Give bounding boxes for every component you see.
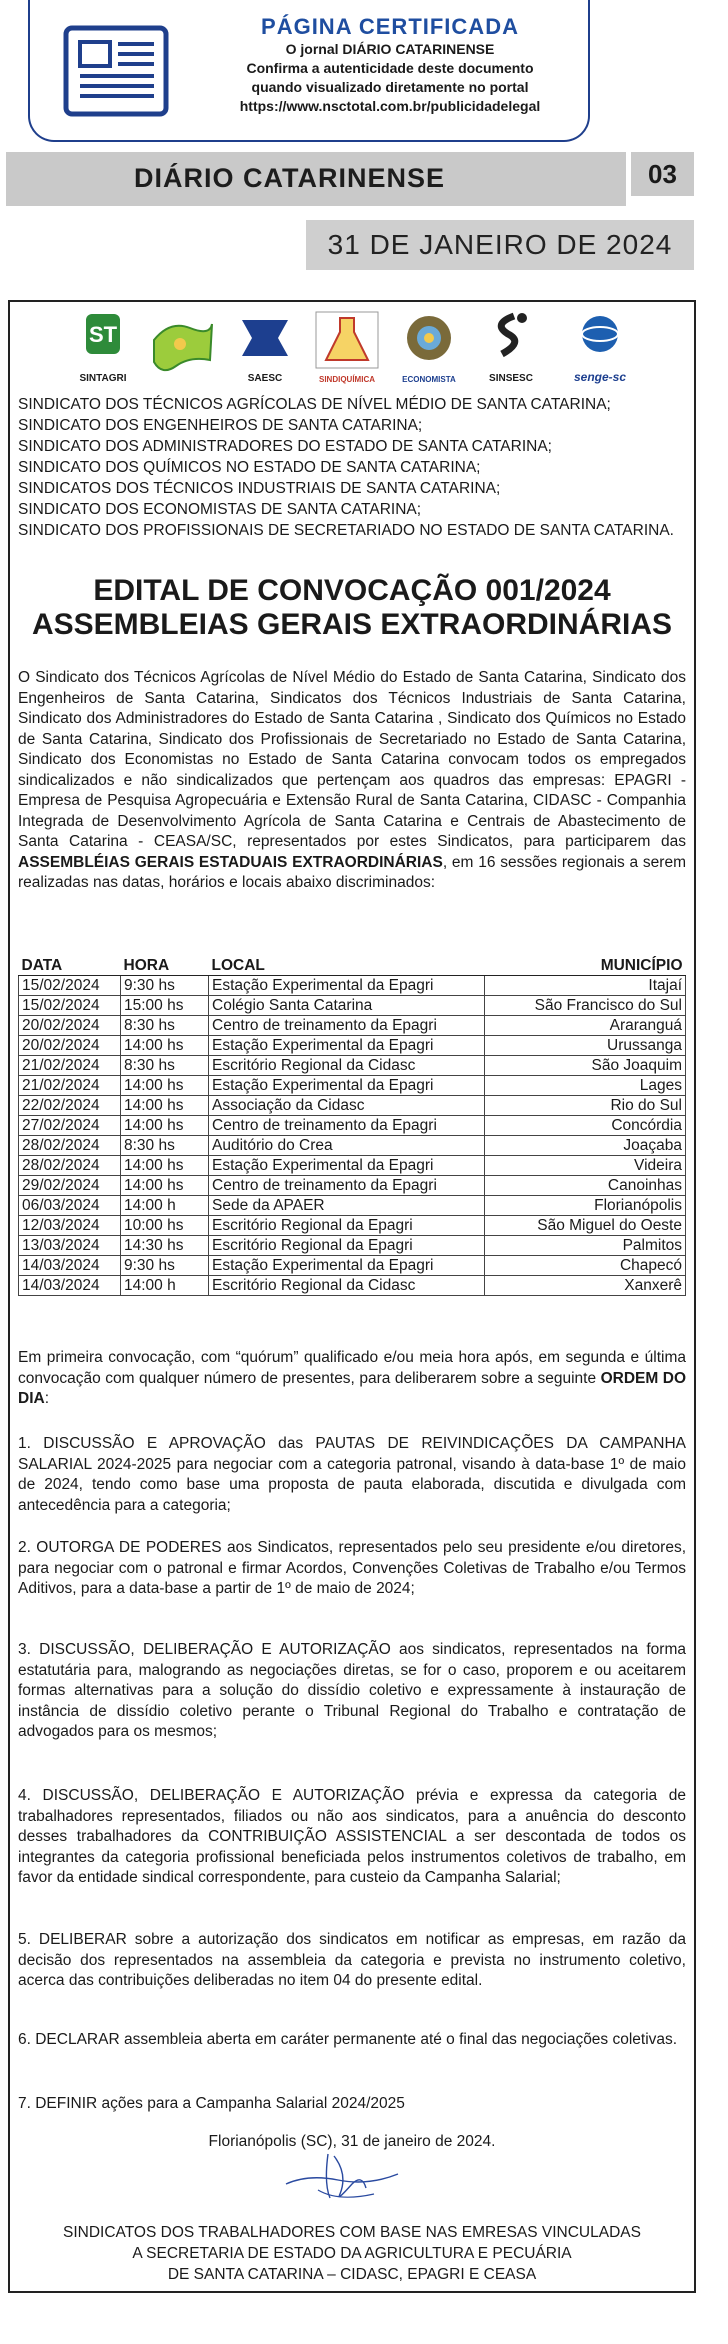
union-item: SINDICATO DOS ECONOMISTAS DE SANTA CATARINA;	[18, 501, 422, 518]
table-row	[19, 1056, 686, 1076]
newspaper-icon	[60, 24, 178, 120]
convocation-paragraph: Em primeira convocação, com “quórum” qualificado e/ou meia hora após, em segunda e última convocação com qualquer número de presentes, para deliberarem sobre a seguinte ORDEM DO DIA:	[18, 1349, 686, 1407]
session-location: Escritório Regional da Cidasc	[209, 1056, 485, 1076]
session-date: 28/02/2024	[19, 1156, 121, 1176]
agenda-item-7: 7. DEFINIR ações para a Campanha Salarial 2024/2025	[18, 2095, 405, 2112]
table-row	[19, 1216, 686, 1236]
table-row	[19, 1176, 686, 1196]
session-location: Centro de treinamento da Epagri	[209, 1176, 485, 1196]
certificate-line: O jornal DIÁRIO CATARINENSE	[285, 41, 495, 57]
session-time: 14:00 hs	[121, 1116, 209, 1136]
session-municipality: Joaçaba	[485, 1136, 686, 1156]
session-time: 14:00 h	[121, 1276, 209, 1296]
signature-icon	[278, 2144, 408, 2206]
column-header: LOCAL	[209, 956, 485, 976]
agenda-item-1: 1. DISCUSSÃO E APROVAÇÃO das PAUTAS DE REIVINDICAÇÕES DA CAMPANHA SALARIAL 2024-2025 para negociar com a categoria patronal, visando à data-base 1º de maio de 2024, tendo como base uma proposta de pauta elaborada, discutida e divulgada com antecedência para a categoria;	[18, 1435, 686, 1514]
table-row	[19, 1276, 686, 1296]
session-location: Estação Experimental da Epagri	[209, 1036, 485, 1056]
session-date: 14/03/2024	[19, 1256, 121, 1276]
session-date: 20/02/2024	[19, 1036, 121, 1056]
column-header: MUNICÍPIO	[485, 956, 686, 976]
session-date: 21/02/2024	[19, 1076, 121, 1096]
session-municipality: Florianópolis	[485, 1196, 686, 1216]
senge-sc-map-logo	[150, 310, 216, 384]
session-time: 10:00 hs	[121, 1216, 209, 1236]
sessions-table-body	[19, 976, 686, 1296]
session-municipality: Urussanga	[485, 1036, 686, 1056]
session-time: 9:30 hs	[121, 1256, 209, 1276]
table-row	[19, 1036, 686, 1056]
session-time: 14:00 h	[121, 1196, 209, 1216]
agenda-item-5: 5. DELIBERAR sobre a autorização dos sindicatos em notificar as empresas, em razão da decisão dos representados na assembleia da categoria e prevista no instrumento coletivo, acerca das contribuições deliberadas no item 04 do presente edital.	[18, 1931, 686, 1989]
certificate-line: Confirma a autenticidade deste documento	[246, 60, 534, 76]
session-date: 20/02/2024	[19, 1016, 121, 1036]
session-time: 14:30 hs	[121, 1236, 209, 1256]
table-row	[19, 1256, 686, 1276]
session-location: Colégio Santa Catarina	[209, 996, 485, 1016]
session-location: Estação Experimental da Epagri	[209, 976, 485, 996]
table-row	[19, 1196, 686, 1216]
session-municipality: Xanxerê	[485, 1276, 686, 1296]
page-number: 03	[631, 152, 694, 196]
union-list	[18, 394, 688, 541]
table-row	[19, 996, 686, 1016]
session-date: 27/02/2024	[19, 1116, 121, 1136]
edital-subtitle: ASSEMBLEIAS GERAIS EXTRAORDINÁRIAS	[31, 608, 673, 641]
session-location: Estação Experimental da Epagri	[209, 1156, 485, 1176]
publication-date: 31 DE JANEIRO DE 2024	[306, 220, 694, 270]
session-location: Escritório Regional da Epagri	[209, 1236, 485, 1256]
session-municipality: Chapecó	[485, 1256, 686, 1276]
session-date: 14/03/2024	[19, 1276, 121, 1296]
session-date: 15/02/2024	[19, 996, 121, 1016]
session-location: Associação da Cidasc	[209, 1096, 485, 1116]
session-location: Sede da APAER	[209, 1196, 485, 1216]
session-date: 22/02/2024	[19, 1096, 121, 1116]
session-date: 13/03/2024	[19, 1236, 121, 1256]
union-item: SINDICATOS DOS TÉCNICOS INDUSTRIAIS DE SANTA CATARINA;	[18, 480, 501, 497]
session-municipality: Itajaí	[485, 976, 686, 996]
agenda-item-2: 2. OUTORGA DE PODERES aos Sindicatos, representados pelo seu presidente e/ou diretores, para negociar com o patronal e firmar Acordos, Convenções Coletivas de Trabalho e/ou Termos Aditivos, para a data-base a partir de 1º de maio de 2024;	[18, 1539, 686, 1597]
union-logos	[70, 310, 650, 386]
certificate-title: PÁGINA CERTIFICADA	[261, 14, 519, 39]
session-municipality: São Miguel do Oeste	[485, 1216, 686, 1236]
certificate-box	[28, 0, 590, 142]
session-location: Escritório Regional da Epagri	[209, 1216, 485, 1236]
session-time: 15:00 hs	[121, 996, 209, 1016]
session-date: 29/02/2024	[19, 1176, 121, 1196]
table-row	[19, 1236, 686, 1256]
agenda-item-3: 3. DISCUSSÃO, DELIBERAÇÃO E AUTORIZAÇÃO aos sindicatos, representados na forma estatutária para, malogrando as negociações diretas, se for o caso, proporem e ou aceitarem formas alternativas para a solução do dissídio coletivo e expressamente à instauração de instância de dissídio coletivo perante o Tribunal Regional do Trabalho e contratação de advogados para os mesmos;	[18, 1641, 686, 1740]
table-row	[19, 1136, 686, 1156]
session-time: 9:30 hs	[121, 976, 209, 996]
sindiquimica-logo: SINDIQUÍMICA	[314, 310, 380, 384]
saesc-logo: SAESC	[232, 310, 298, 384]
session-location: Estação Experimental da Epagri	[209, 1256, 485, 1276]
column-header: DATA	[19, 956, 121, 976]
session-municipality: Concórdia	[485, 1116, 686, 1136]
masthead	[6, 152, 694, 206]
session-date: 28/02/2024	[19, 1136, 121, 1156]
economista-logo: ECONOMISTA	[396, 310, 462, 384]
footer-line: DE SANTA CATARINA – CIDASC, EPAGRI E CEASA	[167, 2266, 537, 2283]
agenda-item-4: 4. DISCUSSÃO, DELIBERAÇÃO E AUTORIZAÇÃO prévia e expressa da categoria de trabalhadores representados, filiados ou não aos sindicatos, para a anuência do desconto desses trabalhadores da CONTRIBUIÇÃO ASSISTENCIAL a ser descontada de todos os integrantes da categoria profissional beneficiada pelos instrumentos coletivos de trabalho, em favor da entidade sindical correspondente, para custeio da Campanha Salarial;	[18, 1787, 686, 1886]
session-municipality: Lages	[485, 1076, 686, 1096]
session-municipality: Araranguá	[485, 1016, 686, 1036]
session-municipality: Rio do Sul	[485, 1096, 686, 1116]
session-municipality: Videira	[485, 1156, 686, 1176]
table-row	[19, 1096, 686, 1116]
table-row	[19, 1156, 686, 1176]
session-date: 15/02/2024	[19, 976, 121, 996]
session-time: 14:00 hs	[121, 1036, 209, 1056]
session-location: Auditório do Crea	[209, 1136, 485, 1156]
session-location: Escritório Regional da Cidasc	[209, 1276, 485, 1296]
session-municipality: São Joaquim	[485, 1056, 686, 1076]
table-row	[19, 1016, 686, 1036]
edital-title: EDITAL DE CONVOCAÇÃO 001/2024	[93, 574, 611, 607]
session-location: Centro de treinamento da Epagri	[209, 1016, 485, 1036]
session-time: 14:00 hs	[121, 1096, 209, 1116]
session-time: 8:30 hs	[121, 1016, 209, 1036]
union-item: SINDICATO DOS PROFISSIONAIS DE SECRETARIADO NO ESTADO DE SANTA CATARINA.	[18, 522, 674, 539]
place-date: Florianópolis (SC), 31 de janeiro de 2024.	[208, 2133, 496, 2150]
session-municipality: São Francisco do Sul	[485, 996, 686, 1016]
table-header-row	[19, 956, 686, 976]
sinsesc-logo: SINSESC	[478, 310, 544, 384]
table-row	[19, 1076, 686, 1096]
session-municipality: Palmitos	[485, 1236, 686, 1256]
session-date: 21/02/2024	[19, 1056, 121, 1076]
session-time: 14:00 hs	[121, 1176, 209, 1196]
certificate-line: quando visualizado diretamente no portal	[251, 79, 529, 95]
session-time: 8:30 hs	[121, 1136, 209, 1156]
intro-paragraph: O Sindicato dos Técnicos Agrícolas de Nível Médio do Estado de Santa Catarina, Sindicato dos Engenheiros de Santa Catarina, Sindicatos dos Técnicos Industriais de Santa Catarina, Sindicato dos Administradores do Estado de Santa Catarina , Sindicato dos Químicos no Estado de Santa Catarina, Sindicato dos Profissionais de Secretariado no Estado de Santa Catarina, Sindicato dos Economistas no Estado de Santa Catarina convocam todos os empregados sindicalizados e não sindicalizados que pertençam aos quadros das empresas: EPAGRI - Empresa de Pesquisa Agropecuária e Extensão Rural de Santa Catarina, CIDASC - Companhia Integrada de Desenvolvimento Agrícola de Santa Catarina e Centrais de Abastecimento de Santa Catarina - CEASA/SC, representados por estes Sindicatos, para participarem das ASSEMBLÉIAS GERAIS ESTADUAIS EXTRAORDINÁRIAS, em 16 sessões regionais a serem realizadas nas datas, horários e locais abaixo discriminados:	[18, 669, 686, 891]
session-municipality: Canoinhas	[485, 1176, 686, 1196]
session-date: 12/03/2024	[19, 1216, 121, 1236]
edital-heading	[10, 574, 694, 642]
table-row	[19, 1116, 686, 1136]
session-date: 06/03/2024	[19, 1196, 121, 1216]
table-row	[19, 976, 686, 996]
certificate-url[interactable]: https://www.nsctotal.com.br/publicidadelegal	[239, 98, 541, 114]
session-location: Centro de treinamento da Epagri	[209, 1116, 485, 1136]
sintagri-logo: ST SINTAGRI	[70, 310, 136, 384]
agenda-item-6: 6. DECLARAR assembleia aberta em caráter permanente até o final das negociações coletivas.	[18, 2031, 678, 2048]
session-location: Estação Experimental da Epagri	[209, 1076, 485, 1096]
signatories	[18, 2222, 686, 2285]
newspaper-name: DIÁRIO CATARINENSE	[134, 163, 446, 193]
footer-line: A SECRETARIA DE ESTADO DA AGRICULTURA E PECUÁRIA	[132, 2245, 572, 2262]
session-time: 14:00 hs	[121, 1076, 209, 1096]
union-item: SINDICATO DOS TÉCNICOS AGRÍCOLAS DE NÍVEL MÉDIO DE SANTA CATARINA;	[18, 396, 611, 413]
legal-notice	[8, 300, 696, 2293]
union-item: SINDICATO DOS ENGENHEIROS DE SANTA CATARINA;	[18, 417, 423, 434]
svg-text:ST: ST	[88, 322, 118, 347]
union-item: SINDICATO DOS ADMINISTRADORES DO ESTADO DE SANTA CATARINA;	[18, 438, 552, 455]
session-time: 14:00 hs	[121, 1156, 209, 1176]
column-header: HORA	[121, 956, 209, 976]
session-time: 8:30 hs	[121, 1056, 209, 1076]
sessions-table	[18, 956, 686, 1296]
senge-sc-logo: senge-sc	[560, 310, 640, 384]
union-item: SINDICATO DOS QUÍMICOS NO ESTADO DE SANTA CATARINA;	[18, 459, 481, 476]
footer-line: SINDICATOS DOS TRABALHADORES COM BASE NAS EMRESAS VINCULADAS	[63, 2224, 641, 2241]
